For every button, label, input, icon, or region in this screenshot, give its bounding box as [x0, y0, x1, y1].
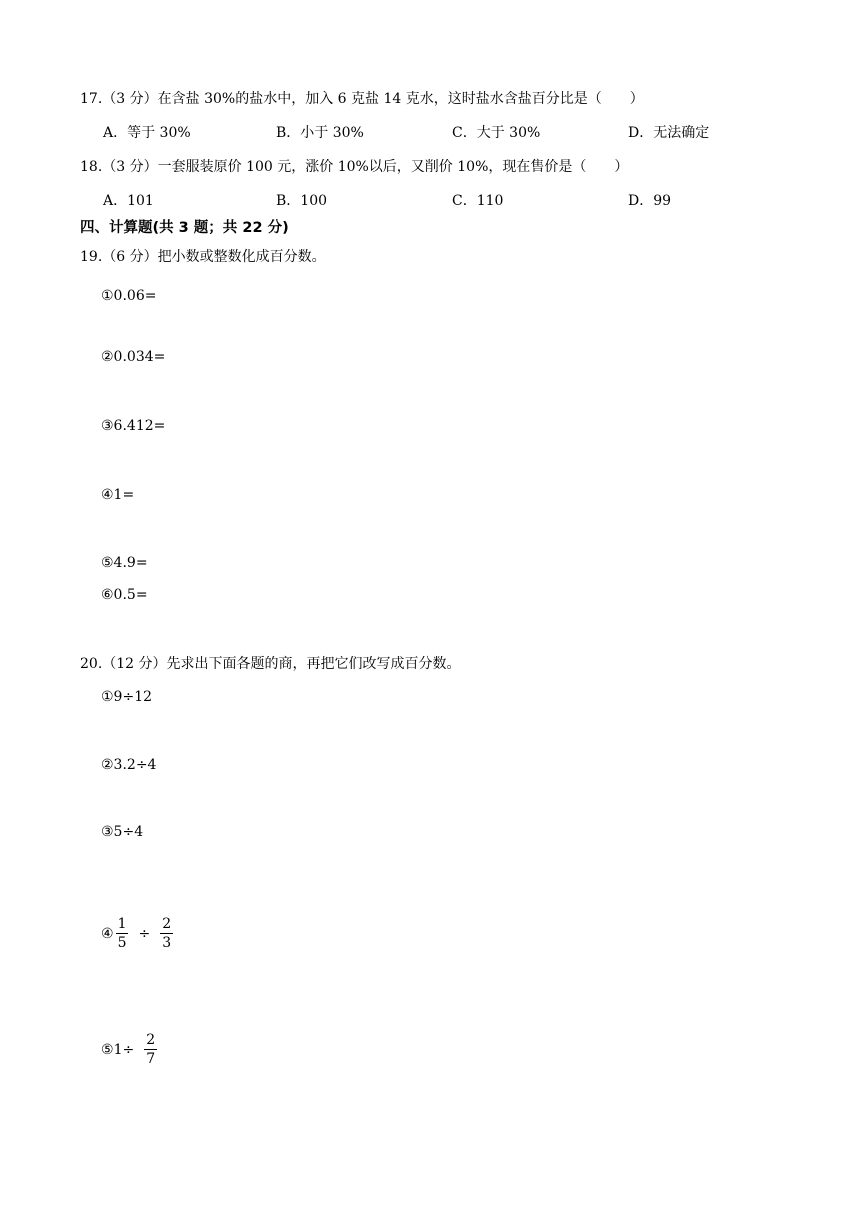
q18-option-d: D．99: [628, 193, 672, 209]
q18-stem: 18.（3 分）一套服装原价 100 元，涨价 10%以后，又削价 10%，现在售价是（ ）: [80, 159, 629, 175]
q20-item-5-marker: ⑤: [101, 1041, 114, 1058]
q17-stem: 17.（3 分）在含盐 30%的盐水中，加入 6 克盐 14 克水，这时盐水含盐百分比是（ ）: [80, 91, 644, 107]
q20-item-3: ③5÷4: [101, 824, 144, 840]
q17-option-a: A．等于 30%: [103, 125, 191, 141]
q18-option-b: B．100: [276, 193, 328, 209]
q18-option-c: C．110: [452, 193, 504, 209]
fraction-denominator: 5: [117, 935, 127, 951]
fraction-numerator: 2: [146, 1032, 156, 1048]
fraction-numerator: 2: [162, 916, 172, 932]
fraction-2-7: [144, 1031, 157, 1068]
fraction-denominator: 7: [146, 1051, 156, 1067]
q19-item-3: ③6.412=: [101, 418, 166, 434]
q20-item-4-marker: ④: [101, 925, 114, 942]
q17-option-c: C．大于 30%: [452, 125, 541, 141]
q20-item-5-lead: 1÷: [113, 1041, 135, 1058]
fraction-1-5: [116, 915, 129, 952]
q19-stem: 19.（6 分）把小数或整数化成百分数。: [80, 249, 326, 265]
q19-item-4: ④1=: [101, 487, 135, 503]
fraction-2-3: [160, 915, 173, 952]
q20-item-4: [101, 915, 175, 952]
q20-item-2: ②3.2÷4: [101, 757, 157, 773]
q20-item-5: [101, 1031, 159, 1068]
divide-sign: ÷: [138, 925, 151, 942]
q19-item-6: ⑥0.5=: [101, 587, 148, 603]
fraction-numerator: 1: [117, 916, 127, 932]
q20-stem: 20.（12 分）先求出下面各题的商，再把它们改写成百分数。: [80, 656, 461, 672]
q19-item-2: ②0.034=: [101, 349, 166, 365]
q19-item-5: ⑤4.9=: [101, 555, 148, 571]
q19-item-1: ①0.06=: [101, 288, 157, 304]
section-heading: 四、计算题(共 3 题；共 22 分): [80, 220, 289, 236]
q17-option-b: B．小于 30%: [276, 125, 364, 141]
q18-option-a: A．101: [103, 193, 154, 209]
fraction-denominator: 3: [162, 935, 172, 951]
q17-option-d: D．无法确定: [628, 125, 710, 141]
q20-item-1: ①9÷12: [101, 689, 153, 705]
